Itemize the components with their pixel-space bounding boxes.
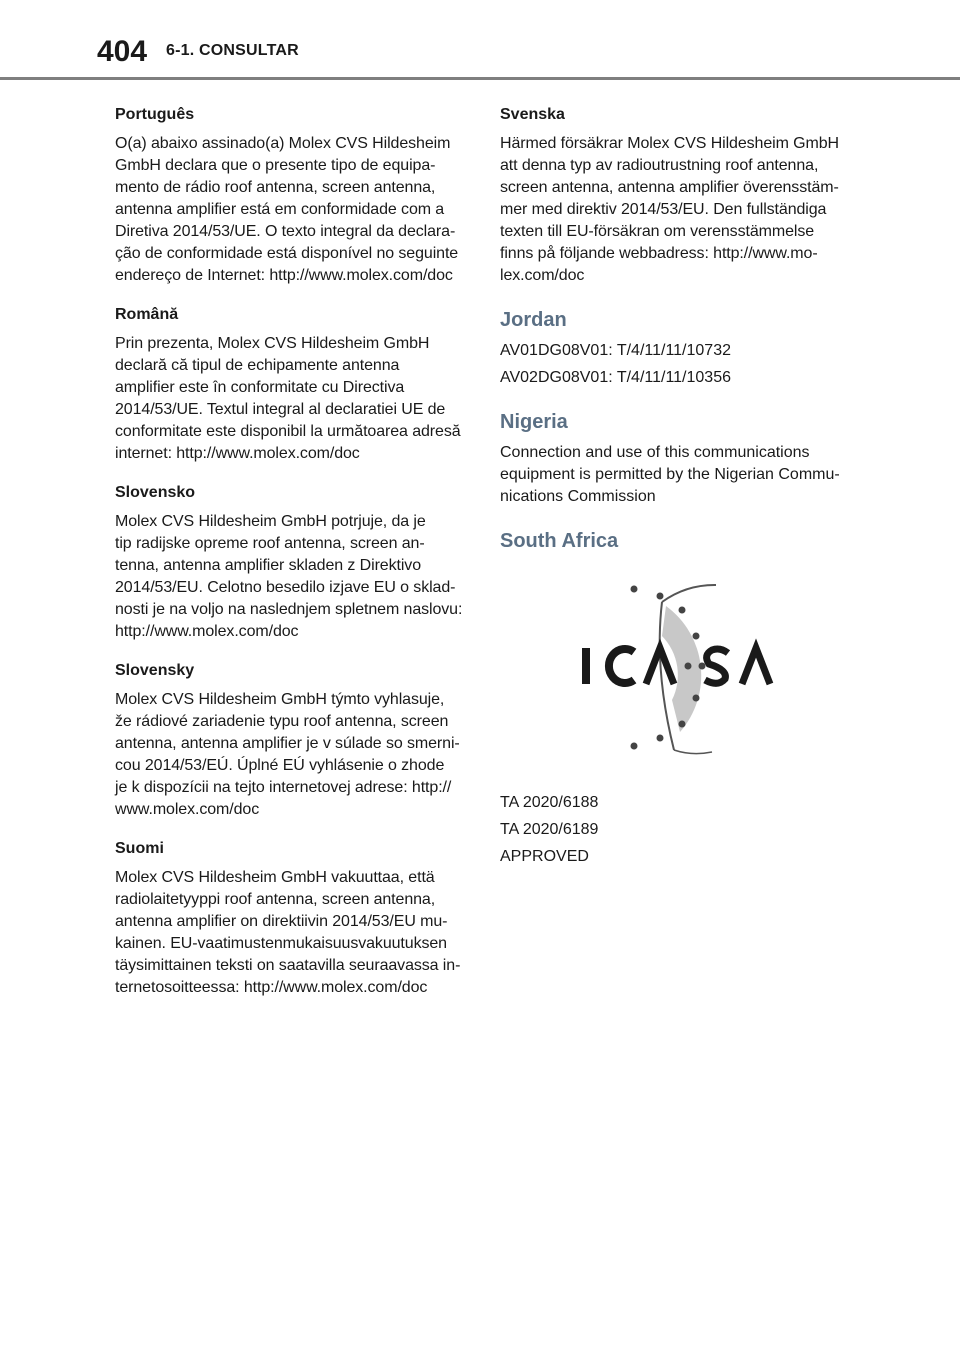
section-svenska [500, 104, 848, 287]
section-title: Português [115, 106, 195, 123]
logo-dot [693, 633, 700, 640]
jordan-approval-2: AV02DG08V01: T/4/11/11/10356 [500, 369, 731, 386]
section-body: Härmed försäkrar Molex CVS Hildesheim GmbH att denna typ av radioutrustning roof antenna, screen antenna, antenna amplifier överensstäm- mer med direktiv 2014/53/EU. Den fullständiga texten till EU-försäkran om verensstämmelse finns på följande webbadress: http://www.mo- lex.com/doc [500, 135, 840, 284]
section-romana [115, 304, 463, 465]
section-slovensko [115, 482, 463, 643]
page-header [0, 0, 960, 80]
icasa-logo [500, 570, 848, 780]
country-title-south-africa: South Africa [500, 530, 619, 552]
logo-dot [679, 607, 686, 614]
logo-arc-top [662, 585, 716, 602]
section-title: Slovensko [115, 484, 196, 501]
logo-dot [631, 743, 638, 750]
section-portugues [115, 104, 463, 287]
logo-dot [657, 593, 664, 600]
chapter-title: 6-1. CONSULTAR [166, 42, 299, 59]
logo-dot [699, 663, 706, 670]
logo-dot [693, 695, 700, 702]
section-suomi [115, 838, 463, 999]
logo-arc-bottom [674, 750, 712, 754]
country-title-jordan: Jordan [500, 309, 567, 331]
right-column [500, 104, 848, 873]
logo-dot [657, 735, 664, 742]
icasa-logo-icon [562, 580, 784, 760]
section-slovensky [115, 660, 463, 821]
logo-dot [631, 586, 638, 593]
jordan-approval-1: AV01DG08V01: T/4/11/11/10732 [500, 342, 731, 359]
logo-letter-i [582, 648, 590, 684]
section-title: Română [115, 306, 179, 323]
section-title: Suomi [115, 840, 164, 857]
south-africa-approval-2: TA 2020/6189 [500, 821, 599, 838]
section-body: Molex CVS Hildesheim GmbH týmto vyhlasuje, že rádiové zariadenie typu roof antenna, screen antenna, antenna amplifier je v súlade so smerni- cou 2014/53/EÚ. Úplné EÚ vyhlásenie o zhode je k dispozícii na tejto internetovej adrese: http:// www.molex.com/doc [115, 691, 460, 818]
section-body: Molex CVS Hildesheim GmbH potrjuje, da je tip radijske opreme roof antenna, screen an- tenna, antenna amplifier skladen z Direktivo 2014/53/EU. Celotno besedilo izjave EU o sklad- nosti je na voljo na naslednjem spletnem naslovu: http://www.molex.com/doc [115, 513, 463, 640]
section-body: Prin prezenta, Molex CVS Hildesheim GmbH declară că tipul de echipamente antenna amplifier este în conformitate cu Directiva 2014/53/UE. Textul integral al declaratiei UE de conformitate este disponibil la următoarea adresă internet: http://www.molex.com/doc [115, 335, 461, 462]
south-africa-approved: APPROVED [500, 848, 589, 865]
header-divider [0, 77, 960, 80]
nigeria-body: Connection and use of this communications equipment is permitted by the Nigerian Commu- nications Commission [500, 444, 840, 505]
section-title: Slovensky [115, 662, 195, 679]
country-title-nigeria: Nigeria [500, 411, 568, 433]
south-africa-approval-1: TA 2020/6188 [500, 794, 599, 811]
left-column [115, 104, 463, 1016]
section-body: Molex CVS Hildesheim GmbH vakuuttaa, että radiolaitetyyppi roof antenna, screen antenna, antenna amplifier on direktiivin 2014/53/EU mu- kainen. EU-vaatimustenmukaisuusvakuutuksen täysimittainen teksti on saatavilla seuraavassa in- ternetosoitteessa: http://www.molex.com/doc [115, 869, 461, 996]
logo-letter-a2 [742, 648, 770, 684]
logo-letter-c [609, 649, 634, 683]
logo-dot [679, 721, 686, 728]
logo-dot [685, 663, 692, 670]
section-title: Svenska [500, 106, 565, 123]
logo-letter-s [705, 649, 728, 683]
section-body: O(a) abaixo assinado(a) Molex CVS Hildesheim GmbH declara que o presente tipo de equipa- mento de rádio roof antenna, screen antenna, antenna amplifier está em conformidade com a Diretiva 2014/53/UE. O texto integral da declara- ção de conformidade está disponível no seguinte endereço de Internet: http://www.molex.com/doc [115, 135, 459, 284]
page-number: 404 [97, 35, 148, 68]
